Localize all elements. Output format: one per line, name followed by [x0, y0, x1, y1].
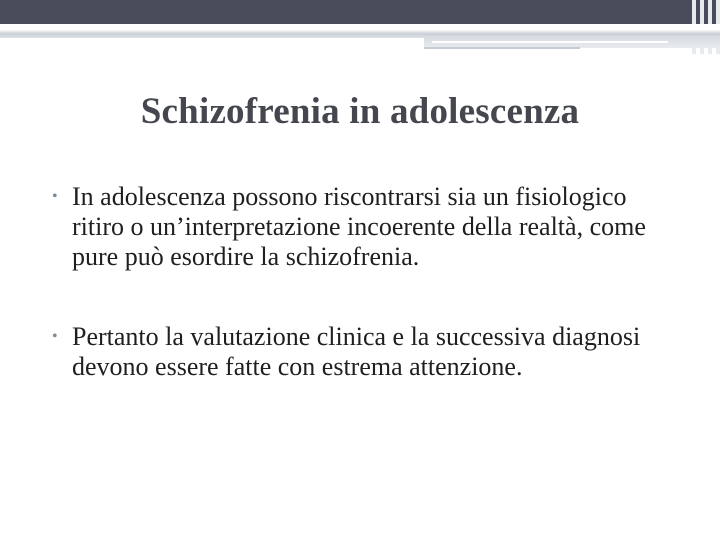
bullet-item	[52, 322, 682, 382]
bullet-text: Pertanto la valutazione clinica e la successiva diagnosi devono essere fatte con estrema attenzione.	[72, 322, 641, 381]
header-accent-highlight	[432, 41, 668, 43]
header-bar	[0, 0, 720, 24]
bullet-text: In adolescenza possono riscontrarsi sia un fisiologico ritiro o un’interpretazione incoerente della realtà, come pure può esordire la schizofrenia.	[72, 182, 646, 271]
slide-content	[52, 182, 682, 432]
slide-title: Schizofrenia in adolescenza	[140, 91, 580, 132]
bullet-icon: •	[52, 188, 58, 205]
bullet-icon: •	[52, 328, 58, 345]
header-accent-underline	[424, 47, 580, 49]
bullet-item	[52, 182, 682, 272]
